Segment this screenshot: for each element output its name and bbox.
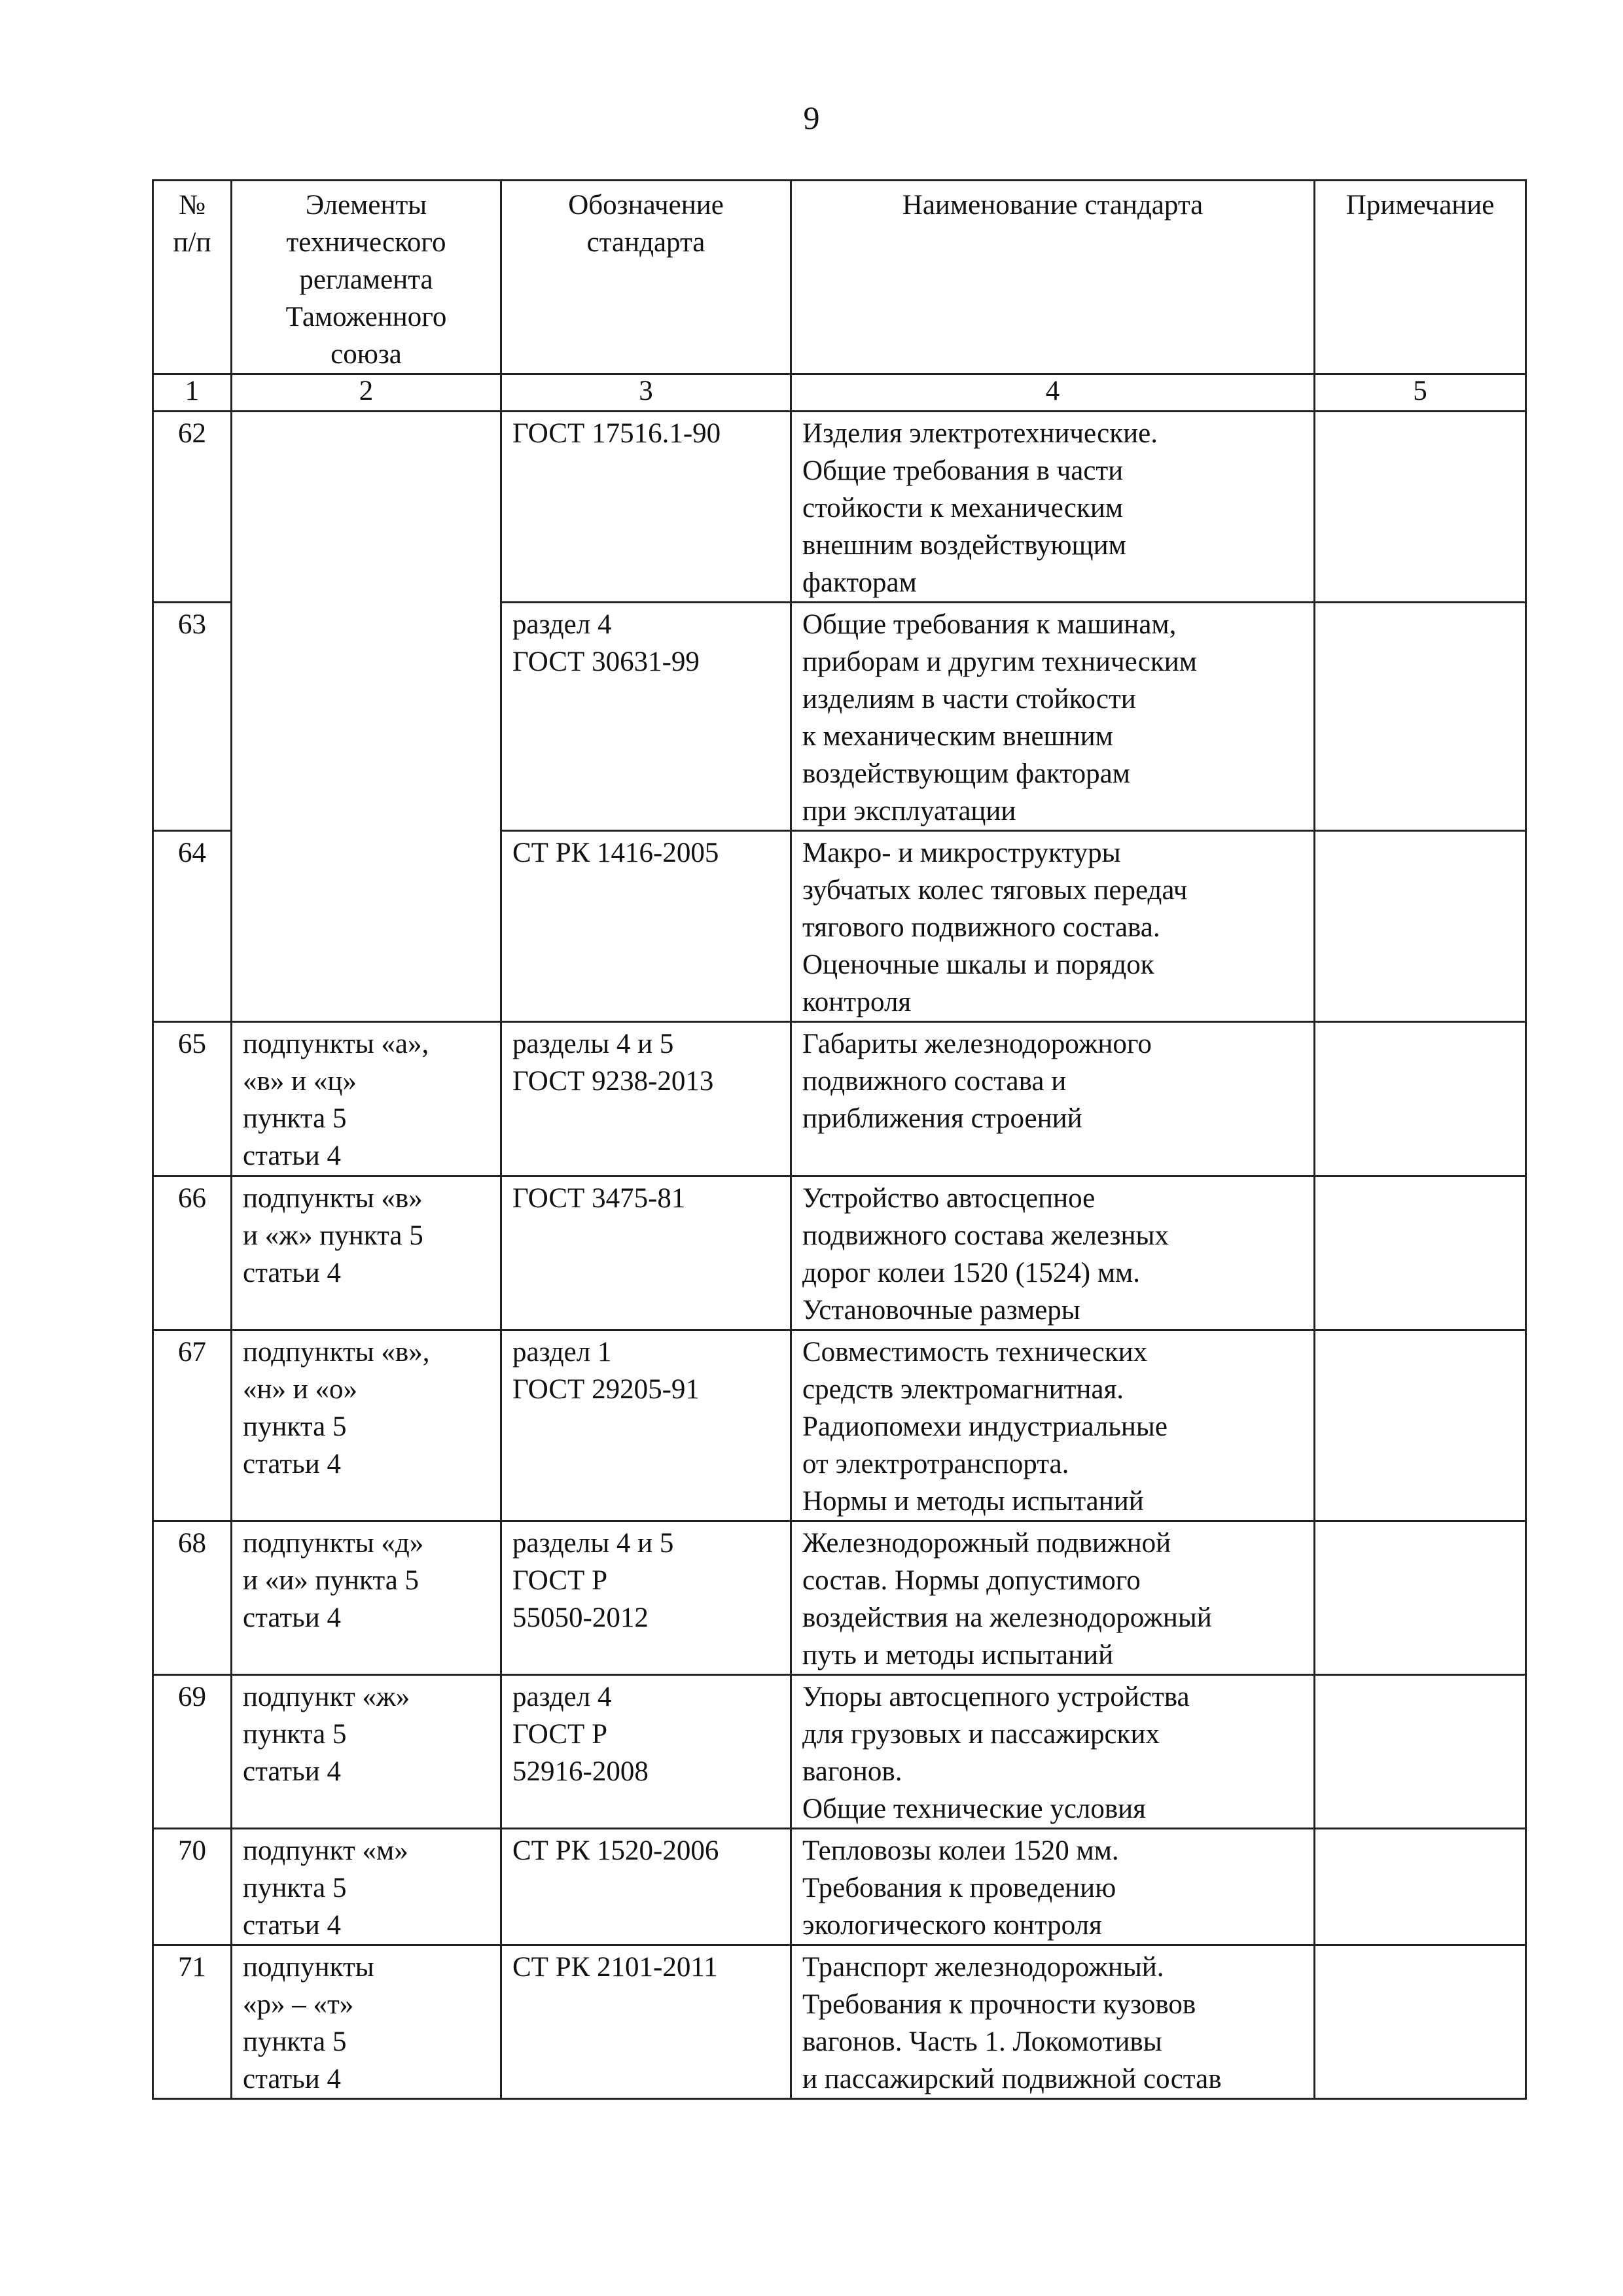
row-element: подпункты «р» – «т» пункта 5 статьи 4	[232, 1945, 501, 2099]
row-number: 62	[153, 412, 232, 603]
table-row	[153, 412, 1526, 603]
row-code: раздел 1 ГОСТ 29205-91	[501, 1330, 791, 1521]
row-code: ГОСТ 17516.1-90	[501, 412, 791, 603]
header-name: Наименование стандарта	[791, 181, 1315, 374]
row-code: разделы 4 и 5 ГОСТ 9238-2013	[501, 1022, 791, 1176]
column-number: 1	[153, 374, 232, 412]
table-row	[153, 1330, 1526, 1521]
row-note	[1315, 831, 1526, 1022]
table-row	[153, 1675, 1526, 1829]
standards-table	[152, 179, 1527, 2100]
row-number: 65	[153, 1022, 232, 1176]
row-number: 70	[153, 1829, 232, 1945]
column-number: 3	[501, 374, 791, 412]
column-number: 2	[232, 374, 501, 412]
row-element: подпункты «д» и «и» пункта 5 статьи 4	[232, 1521, 501, 1675]
row-element: подпункт «м» пункта 5 статьи 4	[232, 1829, 501, 1945]
row-element-merged	[232, 412, 501, 1022]
row-standard-name: Макро- и микроструктуры зубчатых колес тяговых передач тягового подвижного состава. Оценочные шкалы и порядок контроля	[791, 831, 1315, 1022]
table-row	[153, 1521, 1526, 1675]
row-element: подпункт «ж» пункта 5 статьи 4	[232, 1675, 501, 1829]
column-number: 5	[1315, 374, 1526, 412]
row-number: 66	[153, 1176, 232, 1330]
row-number: 64	[153, 831, 232, 1022]
row-standard-name: Изделия электротехнические. Общие требования в части стойкости к механическим внешним воздействующим факторам	[791, 412, 1315, 603]
row-note	[1315, 412, 1526, 603]
header-number: № п/п	[153, 181, 232, 374]
table-row	[153, 1176, 1526, 1330]
row-number: 68	[153, 1521, 232, 1675]
row-note	[1315, 1521, 1526, 1675]
row-code: раздел 4 ГОСТ 30631-99	[501, 603, 791, 831]
row-note	[1315, 1022, 1526, 1176]
row-standard-name: Совместимость технических средств электромагнитная. Радиопомехи индустриальные от электротранспорта. Нормы и методы испытаний	[791, 1330, 1315, 1521]
row-note	[1315, 1176, 1526, 1330]
page-number: 9	[803, 99, 820, 136]
row-standard-name: Транспорт железнодорожный. Требования к прочности кузовов вагонов. Часть 1. Локомотивы и пассажирский подвижной состав	[791, 1945, 1315, 2099]
row-note	[1315, 1675, 1526, 1829]
header-code: Обозначение стандарта	[501, 181, 791, 374]
row-note	[1315, 1945, 1526, 2099]
row-code: разделы 4 и 5 ГОСТ Р 55050-2012	[501, 1521, 791, 1675]
row-element: подпункты «в» и «ж» пункта 5 статьи 4	[232, 1176, 501, 1330]
row-standard-name: Тепловозы колеи 1520 мм. Требования к проведению экологического контроля	[791, 1829, 1315, 1945]
row-code: СТ РК 1416-2005	[501, 831, 791, 1022]
row-standard-name: Упоры автосцепного устройства для грузовых и пассажирских вагонов. Общие технические условия	[791, 1675, 1315, 1829]
row-standard-name: Железнодорожный подвижной состав. Нормы допустимого воздействия на железнодорожный путь и методы испытаний	[791, 1521, 1315, 1675]
row-code: СТ РК 1520-2006	[501, 1829, 791, 1945]
row-element: подпункты «а», «в» и «ц» пункта 5 статьи 4	[232, 1022, 501, 1176]
table-row	[153, 1829, 1526, 1945]
row-number: 71	[153, 1945, 232, 2099]
row-element: подпункты «в», «н» и «о» пункта 5 статьи 4	[232, 1330, 501, 1521]
table-row	[153, 1945, 1526, 2099]
table-row	[153, 1022, 1526, 1176]
row-number: 67	[153, 1330, 232, 1521]
row-number: 63	[153, 603, 232, 831]
header-element: Элементы технического регламента Таможенного союза	[232, 181, 501, 374]
row-standard-name: Устройство автосцепное подвижного состава железных дорог колеи 1520 (1524) мм. Установочные размеры	[791, 1176, 1315, 1330]
row-note	[1315, 1829, 1526, 1945]
row-code: СТ РК 2101-2011	[501, 1945, 791, 2099]
column-number: 4	[791, 374, 1315, 412]
row-note	[1315, 1330, 1526, 1521]
header-note: Примечание	[1315, 181, 1526, 374]
column-number-row	[153, 374, 1526, 412]
row-standard-name: Габариты железнодорожного подвижного состава и приближения строений	[791, 1022, 1315, 1176]
row-code: ГОСТ 3475-81	[501, 1176, 791, 1330]
row-number: 69	[153, 1675, 232, 1829]
row-note	[1315, 603, 1526, 831]
row-code: раздел 4 ГОСТ Р 52916-2008	[501, 1675, 791, 1829]
row-standard-name: Общие требования к машинам, приборам и другим техническим изделиям в части стойкости к механическим внешним воздействующим факторам при эксплуатации	[791, 603, 1315, 831]
table-header-row	[153, 181, 1526, 374]
